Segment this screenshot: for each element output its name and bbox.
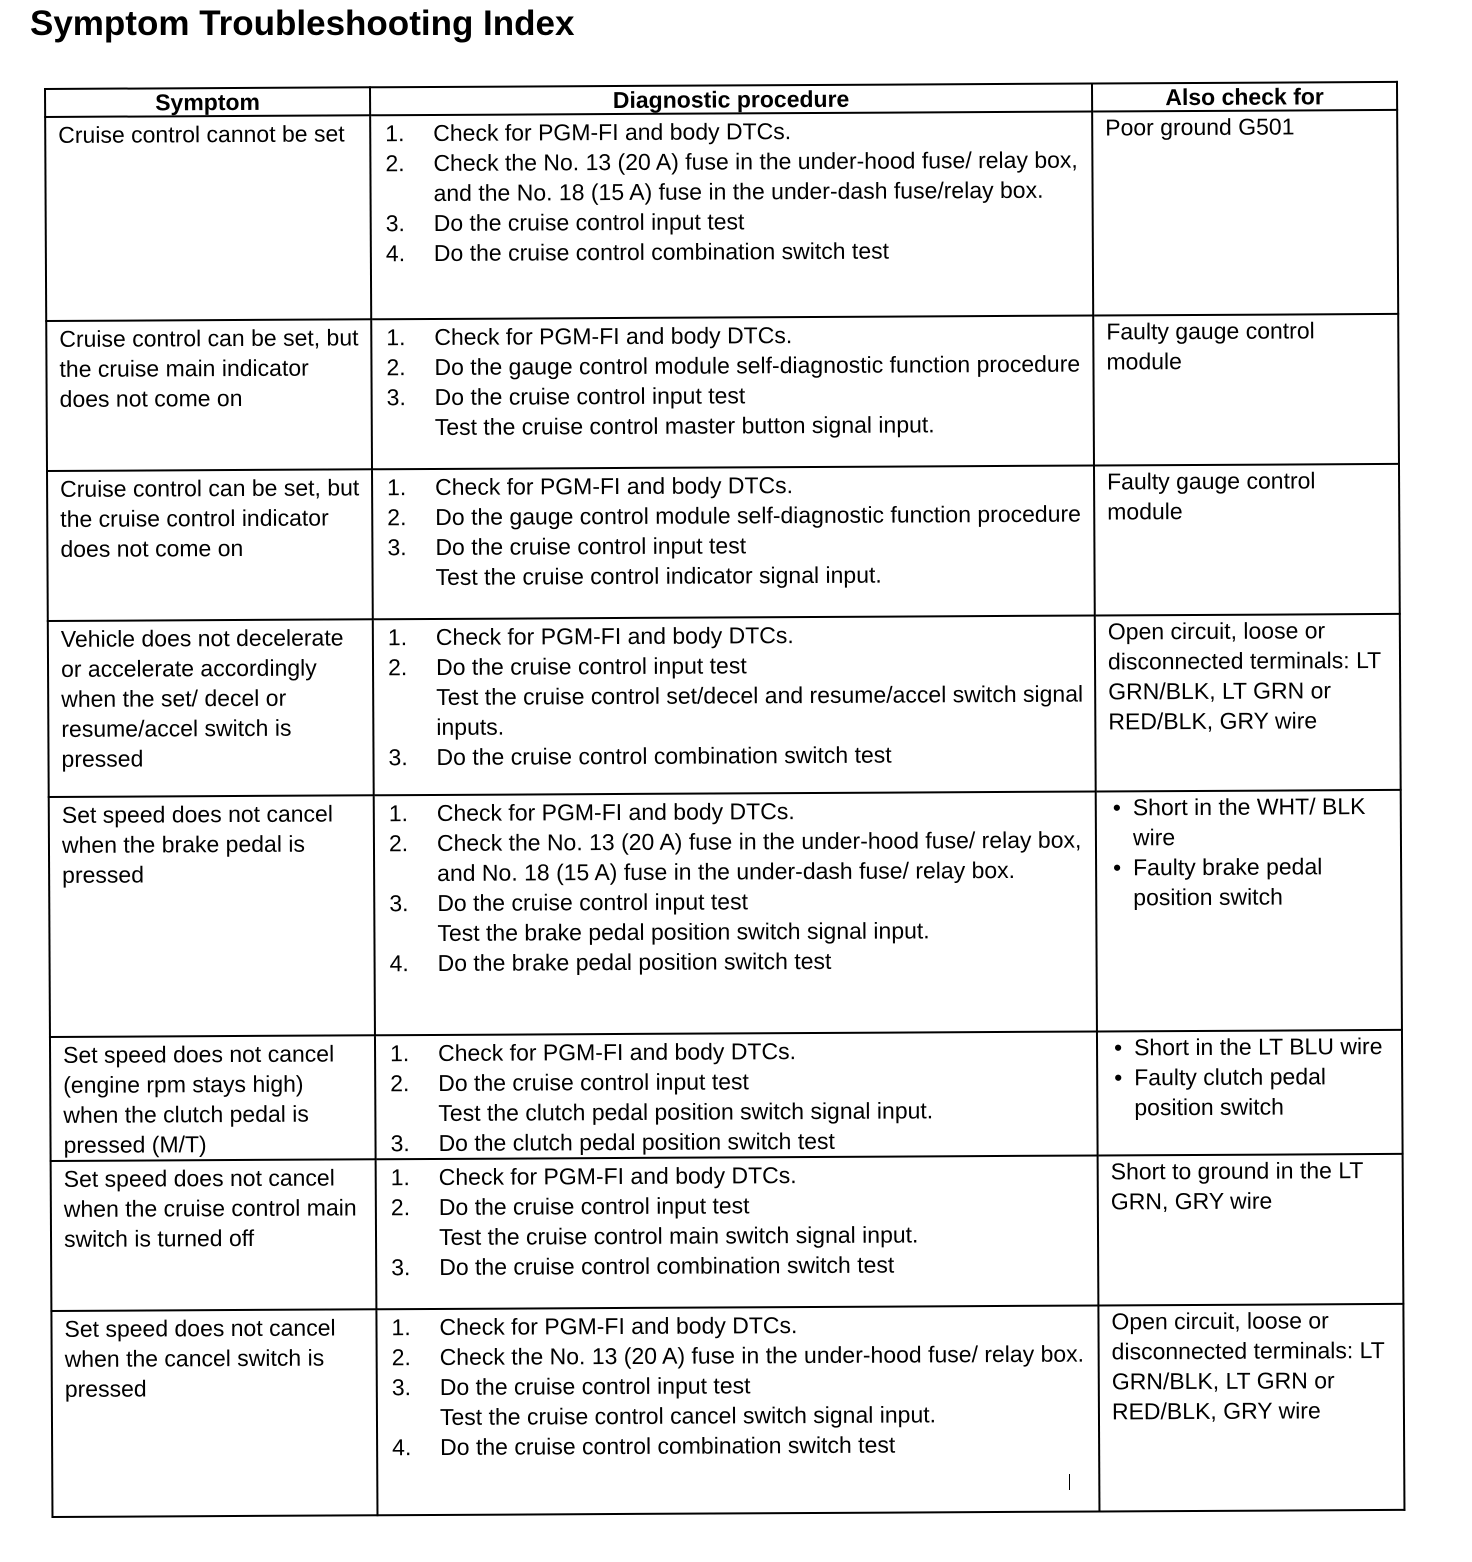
procedure-step: 3. Do the cruise control combination switch test xyxy=(391,1251,895,1281)
procedure-substep: Test the clutch pedal position switch signal input. xyxy=(438,1097,934,1126)
procedure-steps xyxy=(386,319,1087,443)
table-row xyxy=(47,464,1400,621)
symptom-cell: Set speed does not cancel when the brake pedal is pressed xyxy=(49,795,375,1037)
procedure-step: 4. Do the brake pedal position switch test xyxy=(389,947,832,977)
procedure-cell xyxy=(374,792,1097,1036)
table-row xyxy=(49,790,1402,1037)
also-check-cell: Open circuit, loose or disconnected terminals: LT GRN/BLK, LT GRN or RED/BLK, GRY wire xyxy=(1098,1304,1404,1512)
procedure-step: 3. Do the clutch pedal position switch test xyxy=(390,1127,835,1157)
also-check-cell: Poor ground G501 xyxy=(1092,110,1398,316)
header-also-check-for: Also check for xyxy=(1092,82,1397,112)
symptom-cell: Set speed does not cancel when the cruise control main switch is turned off xyxy=(51,1159,377,1311)
procedure-steps xyxy=(391,1309,1092,1463)
procedure-step: 3. Do the cruise control input test xyxy=(385,208,745,237)
procedure-step: 4. Do the cruise control combination switch test xyxy=(385,237,890,267)
procedure-step: 1. Check for PGM-FI and body DTCs. xyxy=(387,622,794,651)
procedure-step: 1. Check for PGM-FI and body DTCs. xyxy=(387,472,794,501)
bullet-icon: • xyxy=(1112,794,1121,821)
procedure-substep: Test the brake pedal position switch signal input. xyxy=(437,917,930,946)
bullet-icon: • xyxy=(1113,854,1122,881)
symptom-cell: Cruise control cannot be set xyxy=(45,115,371,321)
also-check-item: • Short in the LT BLU wire xyxy=(1113,1033,1383,1061)
procedure-step: 2. Do the gauge control module self-diagnostic function procedure xyxy=(387,500,1081,531)
procedure-step: 2. Do the cruise control input test Test the cruise control set/decel and resume/accel switch signal inputs. xyxy=(388,649,1088,743)
bullet-icon: • xyxy=(1113,1034,1123,1061)
table-row xyxy=(50,1030,1403,1161)
table-row xyxy=(51,1154,1404,1311)
also-check-cell xyxy=(1096,790,1402,1032)
also-check-cell xyxy=(1097,1030,1403,1156)
procedure-step: 1. Check for PGM-FI and body DTCs. xyxy=(388,798,795,827)
procedure-step: 1. Check for PGM-FI and body DTCs. xyxy=(386,322,793,351)
header-diagnostic-procedure: Diagnostic procedure xyxy=(370,84,1092,116)
procedure-step: 2. Do the cruise control input test Test the clutch pedal position switch signal input. xyxy=(390,1065,1090,1129)
procedure-step: 2. Check the No. 13 (20 A) fuse in the under-hood fuse/ relay box, and the No. 18 (15 A) fuse in the under-dash fuse/relay box. xyxy=(385,146,1078,206)
procedure-step: 2. Check the No. 13 (20 A) fuse in the under-hood fuse/ relay box. xyxy=(391,1340,1085,1371)
symptom-cell: Vehicle does not decelerate or accelerate accordingly when the set/ decel or resume/accel switch is pressed xyxy=(48,619,374,797)
procedure-step: 3. Do the cruise control input test Test the brake pedal position switch signal input. xyxy=(389,885,1089,949)
symptom-cell: Set speed does not cancel (engine rpm stays high) when the clutch pedal is pressed (M/T) xyxy=(50,1035,376,1161)
procedure-step: 1. Check for PGM-FI and body DTCs. xyxy=(389,1038,797,1067)
also-check-list xyxy=(1109,791,1393,912)
also-check-item: • Faulty clutch pedal position switch xyxy=(1114,1063,1327,1121)
procedure-step: 1. Check for PGM-FI and body DTCs. xyxy=(390,1162,797,1191)
procedure-step: 1. Check for PGM-FI and body DTCs. xyxy=(391,1312,798,1341)
also-check-cell: Short to ground in the LT GRN, GRY wire xyxy=(1098,1154,1404,1306)
procedure-steps xyxy=(385,115,1086,269)
table-row xyxy=(46,314,1399,471)
procedure-step: 2. Do the gauge control module self-diagnostic function procedure xyxy=(386,350,1081,381)
procedure-cell xyxy=(373,616,1096,796)
also-check-item: • Faulty brake pedal position switch xyxy=(1113,853,1323,911)
bullet-icon: • xyxy=(1114,1064,1123,1091)
symptom-cell: Set speed does not cancel when the cancel switch is pressed xyxy=(51,1309,377,1517)
procedure-step: 4. Do the cruise control combination switch test xyxy=(392,1431,896,1461)
procedure-step: 3. Do the cruise control combination switch test xyxy=(388,741,892,771)
also-check-cell: Faulty gauge control module xyxy=(1094,464,1400,616)
procedure-cell xyxy=(376,1305,1099,1515)
procedure-substep: Test the cruise control set/decel and resume/accel switch signal inputs. xyxy=(436,680,1084,740)
procedure-substep: Test the cruise control indicator signal input. xyxy=(435,561,882,590)
procedure-substep: Test the cruise control cancel switch signal input. xyxy=(439,1401,937,1430)
procedure-step: 2. Check the No. 13 (20 A) fuse in the under-hood fuse/ relay box, and No. 18 (15 A) fuse in the under-dash fuse/ relay box. xyxy=(388,826,1082,886)
procedure-step: 1. Check for PGM-FI and body DTCs. xyxy=(385,118,792,147)
procedure-steps xyxy=(390,1035,1091,1159)
symptom-cell: Cruise control can be set, but the cruise main indicator does not come on xyxy=(46,319,372,471)
table-row xyxy=(48,614,1401,797)
procedure-cell xyxy=(370,112,1093,320)
procedure-steps xyxy=(387,469,1088,593)
also-check-cell: Open circuit, loose or disconnected terminals: LT GRN/BLK, LT GRN or RED/BLK, GRY wire xyxy=(1095,614,1401,792)
header-symptom: Symptom xyxy=(45,87,370,117)
procedure-substep: Test the cruise control main switch signal input. xyxy=(438,1221,919,1250)
page-title: Symptom Troubleshooting Index xyxy=(30,4,575,43)
table-row xyxy=(45,110,1398,321)
procedure-step: 3. Do the cruise control input test Test the cruise control cancel switch signal input. xyxy=(392,1369,1092,1433)
procedure-steps xyxy=(389,795,1090,979)
scan-mark xyxy=(1069,1474,1070,1490)
troubleshooting-table xyxy=(44,81,1405,1518)
procedure-cell xyxy=(375,1031,1098,1159)
also-check-list xyxy=(1110,1031,1393,1122)
symptom-cell: Cruise control can be set, but the cruise control indicator does not come on xyxy=(47,469,373,621)
procedure-cell xyxy=(371,316,1094,470)
also-check-item: • Short in the WHT/ BLK wire xyxy=(1112,793,1366,851)
procedure-cell xyxy=(376,1155,1099,1309)
procedure-substep: Test the cruise control master button signal input. xyxy=(434,411,935,440)
procedure-step: 2. Do the cruise control input test Test the cruise control main switch signal input. xyxy=(391,1189,1091,1253)
also-check-cell: Faulty gauge control module xyxy=(1093,314,1399,466)
procedure-steps xyxy=(391,1159,1092,1283)
procedure-steps xyxy=(388,619,1089,773)
procedure-cell xyxy=(372,466,1095,620)
table-row xyxy=(51,1304,1404,1517)
procedure-step: 3. Do the cruise control input test Test the cruise control indicator signal input. xyxy=(387,529,1087,593)
procedure-step: 3. Do the cruise control input test Test the cruise control master button signal input. xyxy=(387,379,1087,443)
